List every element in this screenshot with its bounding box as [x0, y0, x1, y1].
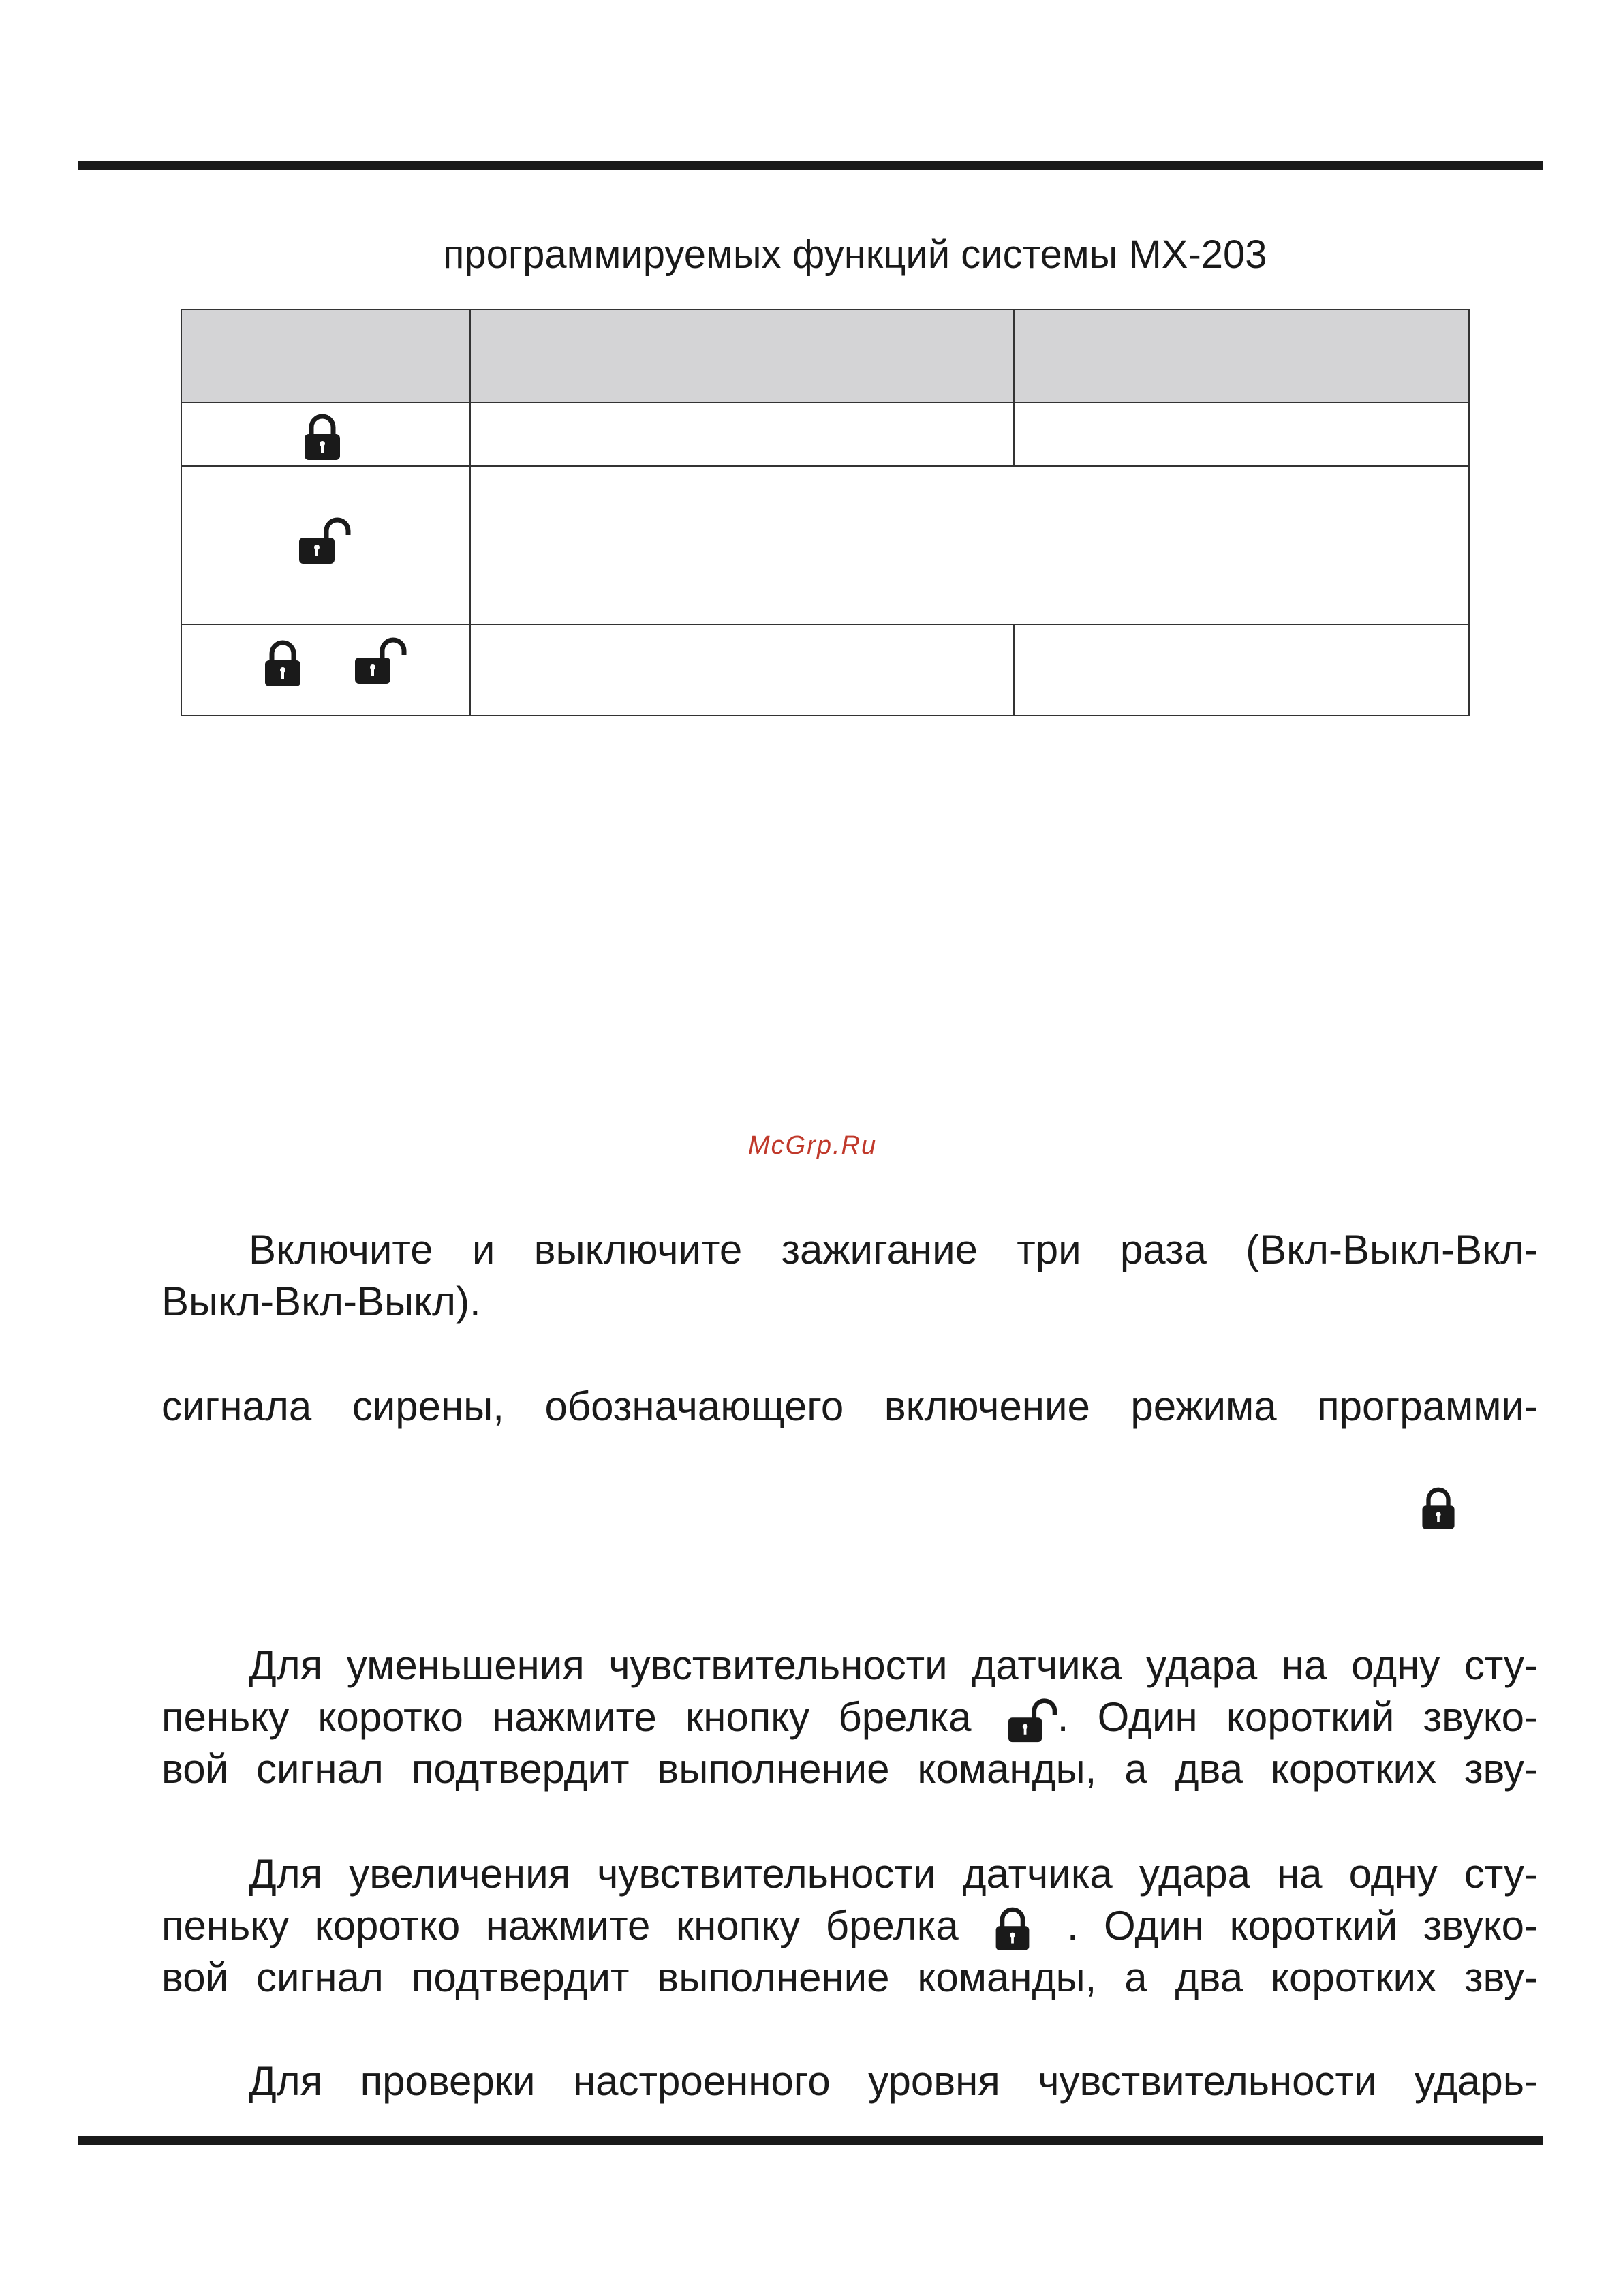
- paragraph-line: вой сигнал подтвердит выполнение команды, а два коротких зву-: [161, 1955, 1538, 2001]
- paragraph-siren: [161, 1381, 1538, 1433]
- table-title: программируемых функций системы МХ-203: [443, 232, 1267, 277]
- paragraph-line: сигнала сирены, обозначающего включение режима программи-: [161, 1383, 1538, 1429]
- table-header-cell-2: [471, 310, 1013, 402]
- paragraph-text: пеньку коротко нажмите кнопку брелка: [161, 1694, 972, 1740]
- paragraph-line: Включите и выключите зажигание три раза (Вкл-Выкл-Вкл-: [249, 1227, 1538, 1272]
- paragraph-text: . Один короткий звуко-: [1066, 1903, 1538, 1948]
- top-rule: [78, 161, 1543, 170]
- paragraph-line: Для проверки настроенного уровня чувствительности ударь-: [249, 2058, 1538, 2104]
- table-hline: [182, 465, 1468, 467]
- paragraph-increase-sensitivity: [161, 1848, 1538, 2004]
- table-vline: [1013, 310, 1015, 467]
- lock-closed-icon: [1419, 1486, 1458, 1534]
- watermark: McGrp.Ru: [748, 1131, 878, 1160]
- paragraph-check-sensitivity: [161, 2055, 1538, 2107]
- paragraph-line: Для увеличения чувствительности датчика удара на одну сту-: [249, 1851, 1538, 1897]
- lock-open-icon: [1006, 1697, 1057, 1743]
- lock-closed-icon: [300, 412, 344, 465]
- table-vline: [1013, 624, 1015, 715]
- paragraph-text: . Один короткий звуко-: [1057, 1694, 1539, 1740]
- lock-open-icon: [296, 516, 351, 568]
- table-header-cell-3: [1015, 310, 1468, 402]
- table-vline: [469, 310, 471, 715]
- paragraph-line: Выкл-Вкл-Выкл).: [161, 1279, 481, 1324]
- functions-table: [181, 309, 1470, 716]
- lock-closed-icon: [992, 1905, 1033, 1952]
- table-header-cell-1: [182, 310, 469, 402]
- paragraph-line: Для уменьшения чувствительности датчика удара на одну сту-: [249, 1642, 1538, 1688]
- lock-closed-icon: [261, 639, 305, 691]
- paragraph-text: пеньку коротко нажмите кнопку брелка: [161, 1903, 959, 1948]
- table-hline: [182, 402, 1468, 403]
- paragraph-decrease-sensitivity: [161, 1640, 1538, 1795]
- paragraph-line-with-icon: [161, 1692, 1538, 1743]
- paragraph-ignition: [161, 1224, 1538, 1328]
- paragraph-line-with-icon: [161, 1900, 1538, 1952]
- lock-open-icon: [352, 636, 407, 688]
- table-hline: [182, 624, 1468, 625]
- bottom-rule: [78, 2136, 1543, 2145]
- paragraph-line: вой сигнал подтвердит выполнение команды, а два коротких зву-: [161, 1746, 1538, 1792]
